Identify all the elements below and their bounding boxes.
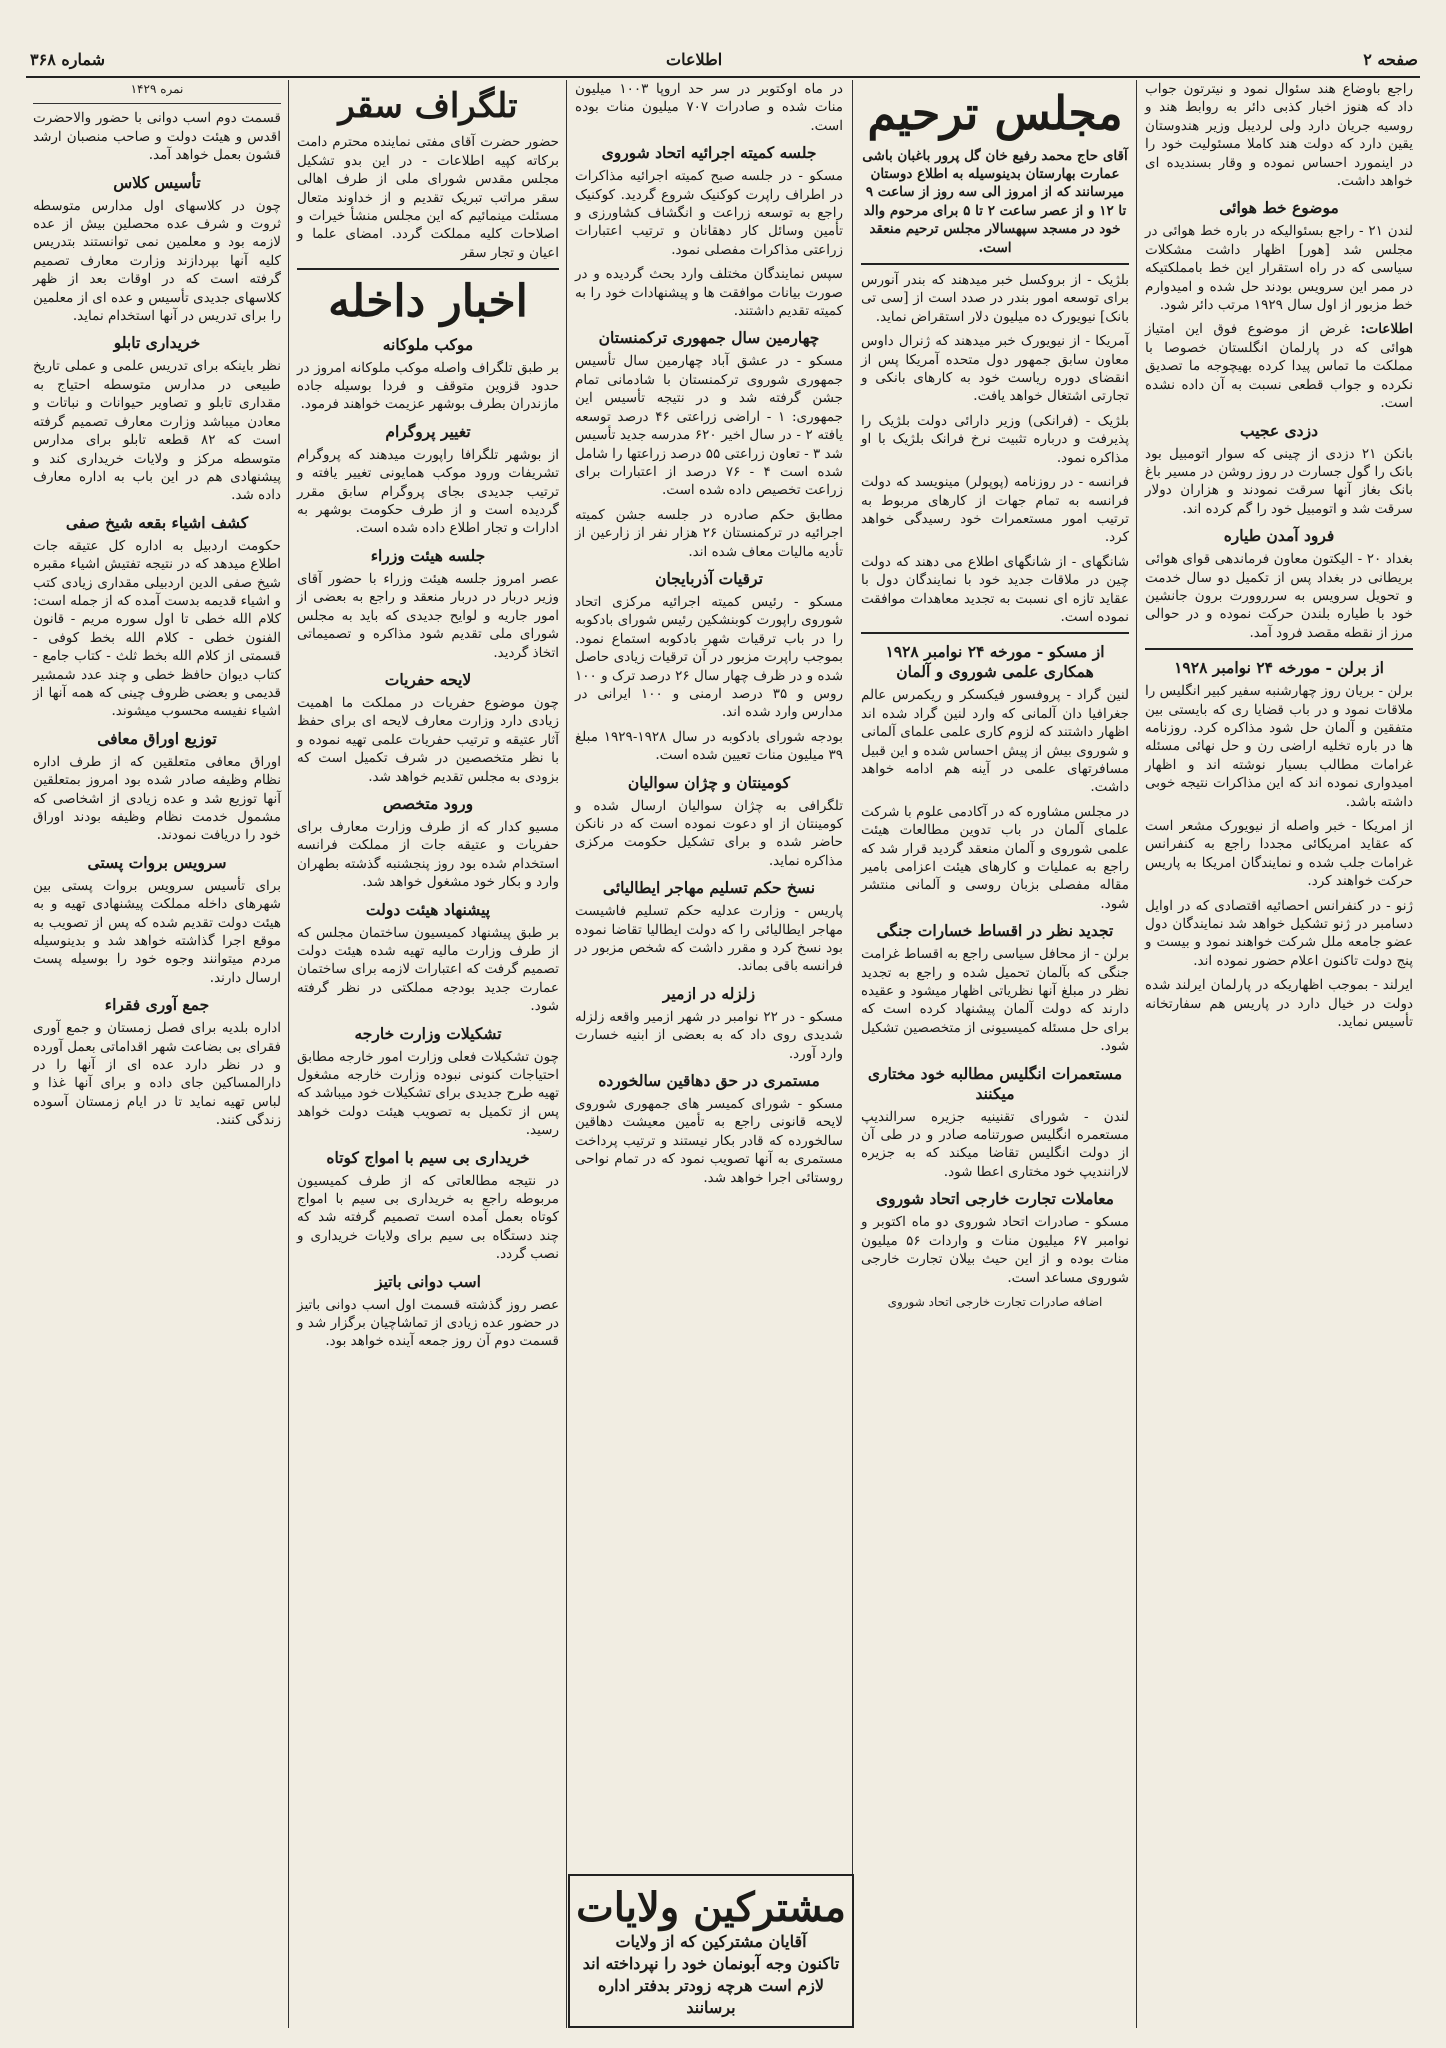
- headline: زلزله در ازمیر: [662, 983, 756, 1003]
- column-5: [26, 80, 288, 2028]
- article-text: بلژیک - از بروکسل خبر میدهند که بندر آنورس برای توسعه امور بندر در صدد است از [سی تی بانک] نیویورک ده میلیون دلار استقراض نماید.: [861, 272, 1129, 325]
- headline: تغییر پروگرام: [385, 421, 471, 441]
- headline: تجدید نظر در اقساط خسارات جنگی: [876, 921, 1114, 941]
- article-text: شانگهای - از شانگهای اطلاع می دهند که دولت چین در ملاقات جدید خود با نمایندگان دول با عقاید تازه ای نسبت به تجدید معاهدات موافقت نموده است.: [861, 553, 1129, 625]
- headline: از برلن - مورخه ۲۴ نوامبر ۱۹۲۸: [1174, 658, 1384, 678]
- article-text: برای تأسیس سرویس بروات پستی بین شهرهای داخله مملکت پیشنهادی تهیه و به هیئت دولت تقدیم شده که پس از تصویب به موقع اجرا گذاشته خواهد شد و بدینوسیله مردم میتوانند وجوه خود را بوسیله پست ارسال دارند.: [33, 877, 281, 986]
- masthead: [26, 42, 1420, 78]
- article-text: چون تشکیلات فعلی وزارت امور خارجه مطابق احتیاجات کنونی نبوده وزارت خارجه مشغول تهیه طرح جدیدی برای تشکیلات خود میباشد که پس از تکمیل به تصویب هیئت دولت خواهد رسید.: [297, 1048, 559, 1139]
- article-text: حکومت اردبیل به اداره کل عتیقه جات اطلاع میدهد که در نتیجه تفتیش اشیاء مقبره شیخ صفی الدین اردبیلی مقداری زیادی کتب و اشیاء قدیمه بدست آمده که از جمله است: کلام الله خطی تا اول سوره مریم - قانون الفنون خطی - کلام الله بخط کوفی - قسمتی از کلام الله بخط ثلث - کتاب جامع - کتاب دیوان حافظ خطی و چند عدد شمشیر قدیمی و بعضی ظروف چینی که همه آنها از اشیاء نفیسه محسوب میشوند.: [33, 537, 281, 720]
- article-text: مسکو - در ۲۲ نوامبر در شهر ازمیر واقعه زلزله شدیدی روی داد که به بعضی از ابنیه خسارت وارد آورد.: [575, 1008, 844, 1062]
- article-text: لنین گراد - پروفسور فیکسکر و ریکمرس عالم جغرافیا دان آلمانی که وارد لنین گراد شده اند اظهار داشتند که لزوم کاری علمی علمای آلمانی و شوروی بیش از پیش احساس شده و این قبیل مسافرتهای علمی در آینه هم ادامه خواهد داشت.: [861, 687, 1129, 796]
- article-text: ایرلند - بموجب اظهاریکه در پارلمان ایرلند شده دولت در خیال دارد در پاریس هم سفارتخانه تأسیس نماید.: [1145, 977, 1413, 1031]
- article-text: در ماه اوکتوبر در سر حد اروپا ۱۰۰۳ میلیون منات شده و صادرات ۷۰۷ میلیون منات بوده است.: [575, 81, 843, 134]
- notice-line: آقایان مشترکین که از ولایات: [615, 1932, 807, 1951]
- headline: اسب دوانی باتیز: [375, 1271, 481, 1291]
- headline: خریداری تابلو: [113, 333, 201, 353]
- headline: ترقیات آذربایجان: [655, 568, 763, 588]
- subscribers-notice: [568, 1874, 854, 2028]
- article-text: بر طبق تلگراف واصله موکب ملوکانه امروز در حدود قزوین متوقف و فردا بوسیله جاده مازندران بطرف بوشهر عزیمت خواهند فرمود.: [297, 359, 559, 413]
- headline: ورود متخصص: [382, 793, 474, 813]
- article-text: مسکو - در عشق آباد چهارمین سال تأسیس جمهوری شوروی ترکمنستان با شادمانی تمام جشن گرفته شد و در نتیجه تأسیس این جمهوری: ۱ - اراضی زراعتی ۴۶ درصد توسعه یافته ۲ - در سال اخیر ۶۲۰ مدرسه جدید تأسیس شد ۳ - تعاون زراعتی ۵۵ درصد زراعتها را شامل شده است ۴ - ۷۶ درصد از اعتبارات برای زراعت تخصیص داده شده است.: [575, 353, 843, 499]
- column-4: [290, 80, 566, 2028]
- issue-number: شماره ۳۶۸: [30, 50, 105, 69]
- column-rule: [566, 80, 567, 2028]
- article-text: مطابق حکم صادره در جلسه جشن کمیته اجرائیه در ترکمنستان ۲۶ هزار نفر از زارعین از تأدیه مالیات معاف شده اند.: [575, 506, 843, 560]
- article-text: نظر باینکه برای تدریس علمی و عملی تاریخ طبیعی در مدارس متوسطه احتیاج به مقداری تابلو و تصاویر حیوانات و نباتات و معادن میباشد وزارت معارف تصمیم گرفته است که ۸۲ قطعه تابلو برای مدارس متوسطه مرکز و ولایات خریداری کند و پیشنهادی هم در این باب به اداره معارف داده شد.: [33, 358, 281, 504]
- divider: [297, 268, 559, 270]
- divider: [861, 263, 1129, 265]
- column-3: [568, 80, 850, 1872]
- article-text: راجع باوضاع هند سئوال نمود و نیترتون جواب داد که هنوز اخبار کذبی دائر به روابط هند و روسیه جریان دارد ولی لردیبل وزیر هندوستان یقین دارد که دولت هند کاملا مسئولیت خود را در اینمورد احساس نموده و وقار بسندیده ای خواهد داشت.: [1145, 81, 1413, 190]
- article-text: عصر امروز جلسه هیئت وزراء با حضور آقای وزیر دربار در دربار منعقد و راجع به بعضی از امور جاریه و لوایح جدیدی که باید به مجلس شورای ملی تقدیم شود مذاکره و تصمیماتی اتخاذ گردید.: [297, 570, 559, 661]
- headline: سرویس بروات پستی: [87, 852, 227, 872]
- headline: مستعمرات انگلیس مطالبه خود مختاری میکنند: [867, 1063, 1123, 1103]
- newspaper-name: اطلاعات: [666, 50, 723, 69]
- notice-line: تاکنون وجه آبونمان خود را نپرداخته اند: [582, 1954, 840, 1973]
- article-text: ژنو - در کنفرانس احصائیه اقتصادی که در اوایل دسامبر در ژنو تشکیل خواهد شد نمایندگان دول عضو جامعه ملل شرکت خواهند نمود و بیست و پنج دولت تاکنون اعلام حضور نموده اند.: [1145, 897, 1413, 969]
- article-text: اداره بلدیه برای فصل زمستان و جمع آوری فقرای بی بضاعت شهر اقداماتی بعمل آورده و در نظر دارد عده ای از آنها را در دارالمساکین جای داده و برای آنها غذا و لباس تهیه نماید تا در ایام زمستان آسوده زندگی کنند.: [33, 1020, 281, 1129]
- headline: جلسه هیئت وزراء: [370, 545, 486, 565]
- headline: از مسکو - مورخه ۲۴ نوامبر ۱۹۲۸ همکاری علمی شوروی و آلمان: [885, 642, 1105, 682]
- divider: [1145, 648, 1413, 650]
- headline: چهارمین سال جمهوری ترکمنستان: [598, 328, 820, 348]
- article-text: قسمت دوم اسب دوانی با حضور والاحضرت اقدس و هیئت دولت و صاحب منصبان ارشد قشون بعمل خواهد آمد.: [33, 110, 281, 164]
- article-text: لندن - شورای تقنینیه جزیره سرالندیپ مستعمره انگلیس صورتنامه صادر و در طی آن از دولت انگلیس تقاضا میکند که به جزیره لارانندیپ خود مختاری اعطا شود.: [861, 1108, 1129, 1180]
- column-rule: [852, 80, 853, 2028]
- article-text: برلن - بریان روز چهارشنبه سفیر کبیر انگلیس را ملاقات نمود و در باب قضایا ری که بایستی بین متفقین و آلمان حل شود مذاکره کرد. روزنامه ها در باره تخلیه اراضی رن و حل نهائی مسئله غرامات مطالب بسیار نوشته اند و اظهار امیدواری نموده اند که این مذاکرات نتیجه خوبی داشته باشد.: [1145, 683, 1413, 810]
- headline: موکب ملوکانه: [382, 334, 474, 354]
- label: اطلاعات:: [1360, 321, 1413, 338]
- headline: معاملات تجارت خارجی اتحاد شوروی: [876, 1189, 1114, 1209]
- article-text: حضور حضرت آقای مفتی نماینده محترم دامت برکاته کپیه اطلاعات - در این بدو تشکیل مجلس مقدس شورای ملی از طرف اهالی سقر مراتب تبریک تقدیم و از خداوند متعال مسئلت مینمائیم که این مجلس منشأ خیرات و اصلاحات کلیه مملکت گردد. امضای علما و اعیان و تجار سقر: [297, 134, 559, 261]
- article-text: بغداد ۲۰ - الیکتون معاون فرماندهی قوای هوائی بریطانی در بغداد پس از تکمیل دو سال خدمت و تحویل سرویس به سرروورت برون جانشین خود با طیاره بلندن حرکت نموده و در حوالی مرز از نقطه مقصد فرود آمد.: [1145, 551, 1413, 641]
- divider: [861, 632, 1129, 634]
- article-text: بلژیک - (فرانکی) وزیر دارائی دولت بلژیک را پذیرفت و درباره تثبیت نرخ فرانک بلژیک با او مذاکره نمود.: [861, 412, 1129, 466]
- headline: فرود آمدن طیاره: [1223, 526, 1335, 546]
- headline: موضوع خط هوائی: [1219, 198, 1339, 218]
- article-text: در نتیجه مطالعاتی که از طرف کمیسیون مربوطه راجع به خریداری بی سیم با امواج کوتاه بعمل آمده است تصمیم گرفته شد که چند دستگاه بی سیم برای ولایات خریداری و نصب گردد.: [297, 1172, 559, 1263]
- section-title: تلگراف سقر: [338, 86, 518, 126]
- article-text: از امریکا - خبر واصله از نیویورک مشعر است که عقاید امریکائی مجددا راجع به کنفرانس غرامات جلب شده و نمایندگان امریکا به پاریس حرکت خواهند کرد.: [1145, 818, 1413, 890]
- headline: تأسیس کلاس: [113, 172, 201, 192]
- article-text: غرض از موضوع فوق این امتیاز هوائی که در پارلمان انگلستان خصوصا با مملکت ما تماس پیدا کرده بهیچوجه ما تصدیق نکرده و جواب قطعی نسبت به آن داده نشده است.: [1145, 321, 1413, 412]
- article-text: لندن ۲۱ - راجع بسئوالیکه در باره خط هوائی در مجلس شد [هور] اظهار داشت مشکلات سیاسی که در راه استقرار این خط بامملکتیکه در ممر این سرویس بودند حل شده و امیدوارم خط مزبور از اول سال ۱۹۲۹ مرتب دائر شود.: [1145, 223, 1413, 314]
- notice-text: آقای حاج محمد رفیع خان گل پرور باغبان باشی عمارت بهارستان بدینوسیله به اطلاع دوستان میرسانند که از امروز الی سه روز از ساعت ۹ تا ۱۲ و از عصر ساعت ۲ تا ۵ برای مرحوم والد خود در مسجد سپهسالار مجلس ترحیم منعقد است.: [862, 147, 1128, 256]
- article-text: چون در کلاسهای اول مدارس متوسطه ثروت و شرف عده محصلین بیش از عده لازمه بود و معلمین نمی توانستند بتدریس کلیه آنها بپردازند وزارت معارف تصمیم گرفته است که در اوقات بعد از ظهر کلاسهای جدیدی تأسیس و عده ای از معلمین را برای تدریس در آنها استخدام نماید.: [33, 197, 281, 325]
- headline: کومینتان و چژان سوالیان: [627, 772, 791, 792]
- headline: خریداری بی سیم با امواج کوتاه: [326, 1147, 530, 1167]
- headline: جلسه کمیته اجرائیه اتحاد شوروی: [601, 143, 817, 163]
- notice-title: مشترکین ولایات: [576, 1884, 846, 1931]
- article-text: تلگرافی به چژان سوالیان ارسال شده و کومینتان از او دعوت نموده است که در نانکن حاضر شده و برای تشکیل حکومت مرکزی مذاکره نماید.: [575, 797, 843, 869]
- column-rule: [288, 80, 289, 2028]
- section-title: مجلس ترحیم: [867, 86, 1123, 140]
- article-text: مسکو - در جلسه صبح کمیته اجرائیه مذاکرات در اطراف راپرت کوکنیک شروع گردید. کوکنیک راجع به توسعه زراعت و انگشاف کشاورزی و تأمین وسائل کار دهقانان و ترتیب اعتبارات زراعتی مذاکرات مفصلی نمود.: [575, 168, 843, 258]
- headline: پیشنهاد هیئت دولت: [365, 899, 491, 919]
- article-text: برلن - از محافل سیاسی راجع به اقساط غرامت جنگی که بآلمان تحمیل شده و راجع به تجدید نظر در مبلغ آنها نظریاتی اظهار میشود و عقیده دارند که دولت آلمان پیشنهاد کرده است که برای حل مسئله کمیسیونی از متخصصین تشکیل شود.: [861, 946, 1129, 1055]
- headline: لایحه حفریات: [384, 669, 472, 689]
- headline: جمع آوری فقراء: [104, 995, 210, 1015]
- page-number: صفحه ۲: [1363, 50, 1418, 69]
- article-text: اوراق معافی متعلقین که از طرف اداره نظام وظیفه صادر شده بود امروز بمتعلقین آنها توزیع شد و عده زیادی از اشخاصی که مشمول خدمت نظام وظیفه بودند اوراق خود را دریافت نمودند.: [33, 753, 281, 844]
- issue-footnote: نمره ۱۴۲۹: [130, 82, 184, 96]
- article-text: بر طبق پیشنهاد کمیسیون ساختمان مجلس که از طرف وزارت مالیه تهیه شده هیئت دولت تصمیم گرفت که اعتبارات لازمه برای ساختمان عمارت جدید بودجه مملکتی در نظر گرفته شود.: [297, 924, 559, 1015]
- article-text: پاریس - وزارت عدلیه حکم تسلیم فاشیست مهاجر ایطالیائی را که دولت ایطالیا تقاضا نموده بود نسخ کرد و مقرر داشت که شخص مزبور در فرانسه باقی بماند.: [575, 903, 843, 975]
- column-2: [854, 80, 1136, 2028]
- article-text: مسکو - شورای کمیسر های جمهوری شوروی لایحه قانونی راجع به تأمین معیشت دهاقین سالخورده که قادر بکار نیستند و ترتیب پرداخت مستمری به آنها تصویب نمود که در تمام نواحی روستائی اجرا خواهد شد.: [575, 1096, 843, 1186]
- article-text: مسیو کدار که از طرف وزارت معارف برای حفریات و عتیقه جات از مملکت فرانسه استخدام شده بود روز پنجشنبه گذشته بطهران وارد و بکار خود مشغول خواهد شد.: [297, 818, 559, 891]
- article-text: مسکو - صادرات اتحاد شوروی دو ماه اکتوبر و نوامبر ۶۷ میلیون منات و واردات ۵۶ میلیون منات بوده و از این حیث بیلان تجارت خارجی شوروی مساعد است.: [861, 1214, 1129, 1286]
- article-text: فرانسه - در روزنامه (پوپولر) مینویسد که دولت فرانسه به تمام جهات از کارهای مربوط به ترتیب امور مستعمرات خود رسیدگی خواهد کرد.: [861, 474, 1129, 546]
- article-text: در مجلس مشاوره که در آکادمی علوم با شرکت علمای آلمان در باب تدوین مطالعات هیئت علمی شوروی و آلمان منعقد گردید قرار شد که راجع به عملیات و کارهای هیئت اعزامی بامیر مقاله مفصلی بزبان روسی و آلمانی منتشر شود.: [861, 803, 1129, 912]
- headline: دزدی عجیب: [1240, 420, 1318, 440]
- column-1: [1138, 80, 1420, 2028]
- notice-line: لازم است هرچه زودتر بدفتر اداره برسانند: [597, 1976, 825, 2017]
- divider: [33, 103, 281, 104]
- article-text: بانکن ۲۱ دزدی از چینی که سوار اتومبیل بود بانک را گول جسارت در روز روشن در مسیر باغ بانک بغاز آنها سرقت نمودند و هزاران دولار سرقت شد و اتومبیل خود را گم کرده اند.: [1145, 445, 1413, 517]
- article-text: چون موضوع حفریات در مملکت ما اهمیت زیادی دارد وزارت معارف لایحه ای برای حفظ آثار عتیقه و ترتیب حفریات علمی تهیه نموده و با نظر متخصصین در شرف تکمیل است که بزودی به مجلس تقدیم خواهد شد.: [297, 694, 559, 785]
- headline: تشکیلات وزارت خارجه: [354, 1023, 502, 1043]
- article-text: آمریکا - از نیویورک خبر میدهند که ژنرال داوس معاون سابق جمهور دول متحده آمریکا پس از انقضای دوره ریاست خود به کارهای بانکی و تجارتی اشتغال خواهد یافت.: [861, 333, 1129, 405]
- footnote: اضافه صادرات تجارت خارجی اتحاد شوروی: [887, 1294, 1103, 1309]
- headline: کشف اشیاء بقعه شیخ صفی: [65, 512, 249, 532]
- headline: نسخ حکم تسلیم مهاجر ایطالیائی: [602, 878, 816, 898]
- headline: مستمری در حق دهاقین سالخورده: [598, 1071, 820, 1091]
- article-text: مسکو - رئیس کمیته اجرائیه مرکزی اتحاد شوروی راپورت کوبنشکین رئیس شورای بادکوبه را در باب ترقیات شهر بادکوبه استماع نمود. بموجب راپرت مزبور در آن ترقیات زیادی حاصل شده و در ظرف چهار سال ۲۶ درصد ترک و ۱۰۰ روس و ۳۵ درصد ارمنی و ۱۰۰ ایرانی در مدارس وارد شده اند.: [575, 593, 844, 721]
- article-text: سپس نمایندگان مختلف وارد بحث گردیده و در صورت بیانات موافقت ها و پیشنهادات خود را به کمیته تقدیم داشتند.: [575, 266, 843, 320]
- article-text: از بوشهر تلگرافا راپورت میدهند که پروگرام تشریفات ورود موکب همایونی تغییر یافته و ترتیب جدیدی بجای پروگرام سابق مقرر گردیده است و از طرف حکومت بوشهر به ادارات و تجار اطلاع داده شده است.: [297, 446, 559, 537]
- article-text: بودجه شورای بادکوبه در سال ۱۹۲۸-۱۹۲۹ مبلغ ۳۹ میلیون منات تعیین شده است.: [575, 728, 843, 764]
- section-title: اخبار داخله: [328, 276, 528, 328]
- headline: توزیع اوراق معافی: [97, 728, 217, 748]
- article-text: عصر روز گذشته قسمت اول اسب دوانی باتیز در حضور عده زیادی از تماشاچیان برگزار شد و قسمت دوم آن روز جمعه آینده خواهد بود.: [297, 1296, 559, 1350]
- column-rule: [1136, 80, 1137, 2028]
